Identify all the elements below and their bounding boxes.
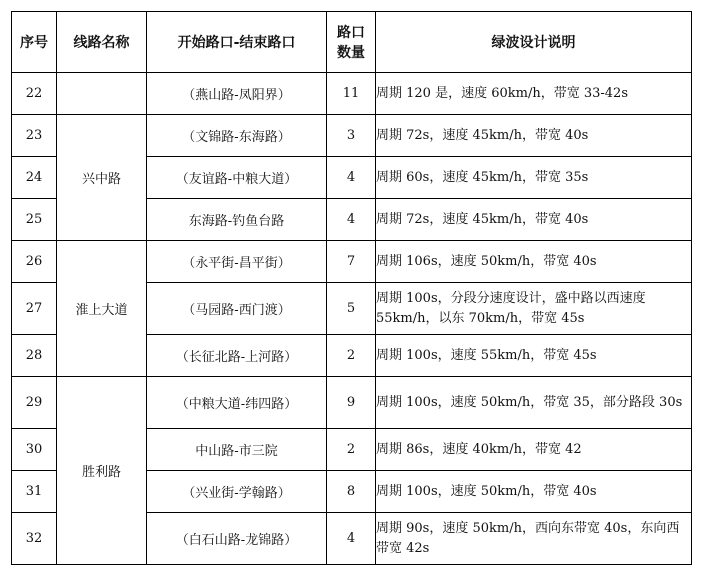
cell-span: （永平街-昌平街） [147, 241, 327, 283]
cell-span: 东海路-钓鱼台路 [147, 199, 327, 241]
cell-desc: 周期 100s，速度 50km/h，带宽 40s [376, 471, 692, 513]
cell-count: 4 [327, 157, 376, 199]
cell-span: （燕山路-凤阳界） [147, 73, 327, 115]
table-row [12, 377, 692, 429]
cell-count: 7 [327, 241, 376, 283]
cell-no: 23 [12, 115, 57, 157]
cell-desc: 周期 72s，速度 45km/h，带宽 40s [376, 199, 692, 241]
cell-span: （文锦路-东海路） [147, 115, 327, 157]
cell-line [57, 73, 147, 115]
cell-span: （长征北路-上河路） [147, 335, 327, 377]
cell-span: （马园路-西门渡） [147, 283, 327, 335]
header-line-name: 线路名称 [57, 12, 147, 73]
cell-line: 胜利路 [57, 377, 147, 565]
cell-count: 3 [327, 115, 376, 157]
table-row [12, 241, 692, 283]
cell-count: 2 [327, 335, 376, 377]
cell-span: （友谊路-中粮大道） [147, 157, 327, 199]
cell-no: 24 [12, 157, 57, 199]
header-row [12, 12, 692, 73]
header-description: 绿波设计说明 [376, 12, 692, 73]
green-wave-table [11, 11, 692, 565]
cell-line: 淮上大道 [57, 241, 147, 377]
cell-desc: 周期 60s，速度 45km/h，带宽 35s [376, 157, 692, 199]
cell-desc: 周期 120 是，速度 60km/h，带宽 33-42s [376, 73, 692, 115]
header-count-line2: 数量 [337, 45, 365, 61]
cell-count: 11 [327, 73, 376, 115]
cell-desc: 周期 100s，速度 50km/h，带宽 35，部分路段 30s [376, 377, 692, 429]
cell-span: 中山路-市三院 [147, 429, 327, 471]
cell-no: 26 [12, 241, 57, 283]
cell-no: 29 [12, 377, 57, 429]
cell-desc: 周期 86s，速度 40km/h，带宽 42 [376, 429, 692, 471]
cell-no: 32 [12, 513, 57, 565]
cell-no: 22 [12, 73, 57, 115]
cell-no: 27 [12, 283, 57, 335]
header-intersection-count [327, 12, 376, 73]
cell-no: 25 [12, 199, 57, 241]
cell-no: 31 [12, 471, 57, 513]
cell-count: 9 [327, 377, 376, 429]
cell-desc: 周期 90s，速度 50km/h，西向东带宽 40s，东向西带宽 42s [376, 513, 692, 565]
header-no: 序号 [12, 12, 57, 73]
cell-no: 30 [12, 429, 57, 471]
header-start-end: 开始路口-结束路口 [147, 12, 327, 73]
header-count-line1: 路口 [337, 25, 365, 41]
cell-desc: 周期 100s，速度 55km/h，带宽 45s [376, 335, 692, 377]
cell-count: 2 [327, 429, 376, 471]
cell-desc: 周期 106s，速度 50km/h，带宽 40s [376, 241, 692, 283]
cell-span: （兴业街-学翰路） [147, 471, 327, 513]
cell-span: （中粮大道-纬四路） [147, 377, 327, 429]
cell-no: 28 [12, 335, 57, 377]
cell-line: 兴中路 [57, 115, 147, 241]
table-row [12, 115, 692, 157]
cell-desc: 周期 100s，分段分速度设计，盛中路以西速度 55km/h，以东 70km/h，带宽 45s [376, 283, 692, 335]
cell-count: 4 [327, 199, 376, 241]
cell-count: 4 [327, 513, 376, 565]
table-row [12, 73, 692, 115]
cell-count: 8 [327, 471, 376, 513]
cell-desc: 周期 72s，速度 45km/h，带宽 40s [376, 115, 692, 157]
cell-count: 5 [327, 283, 376, 335]
cell-span: （白石山路-龙锦路） [147, 513, 327, 565]
